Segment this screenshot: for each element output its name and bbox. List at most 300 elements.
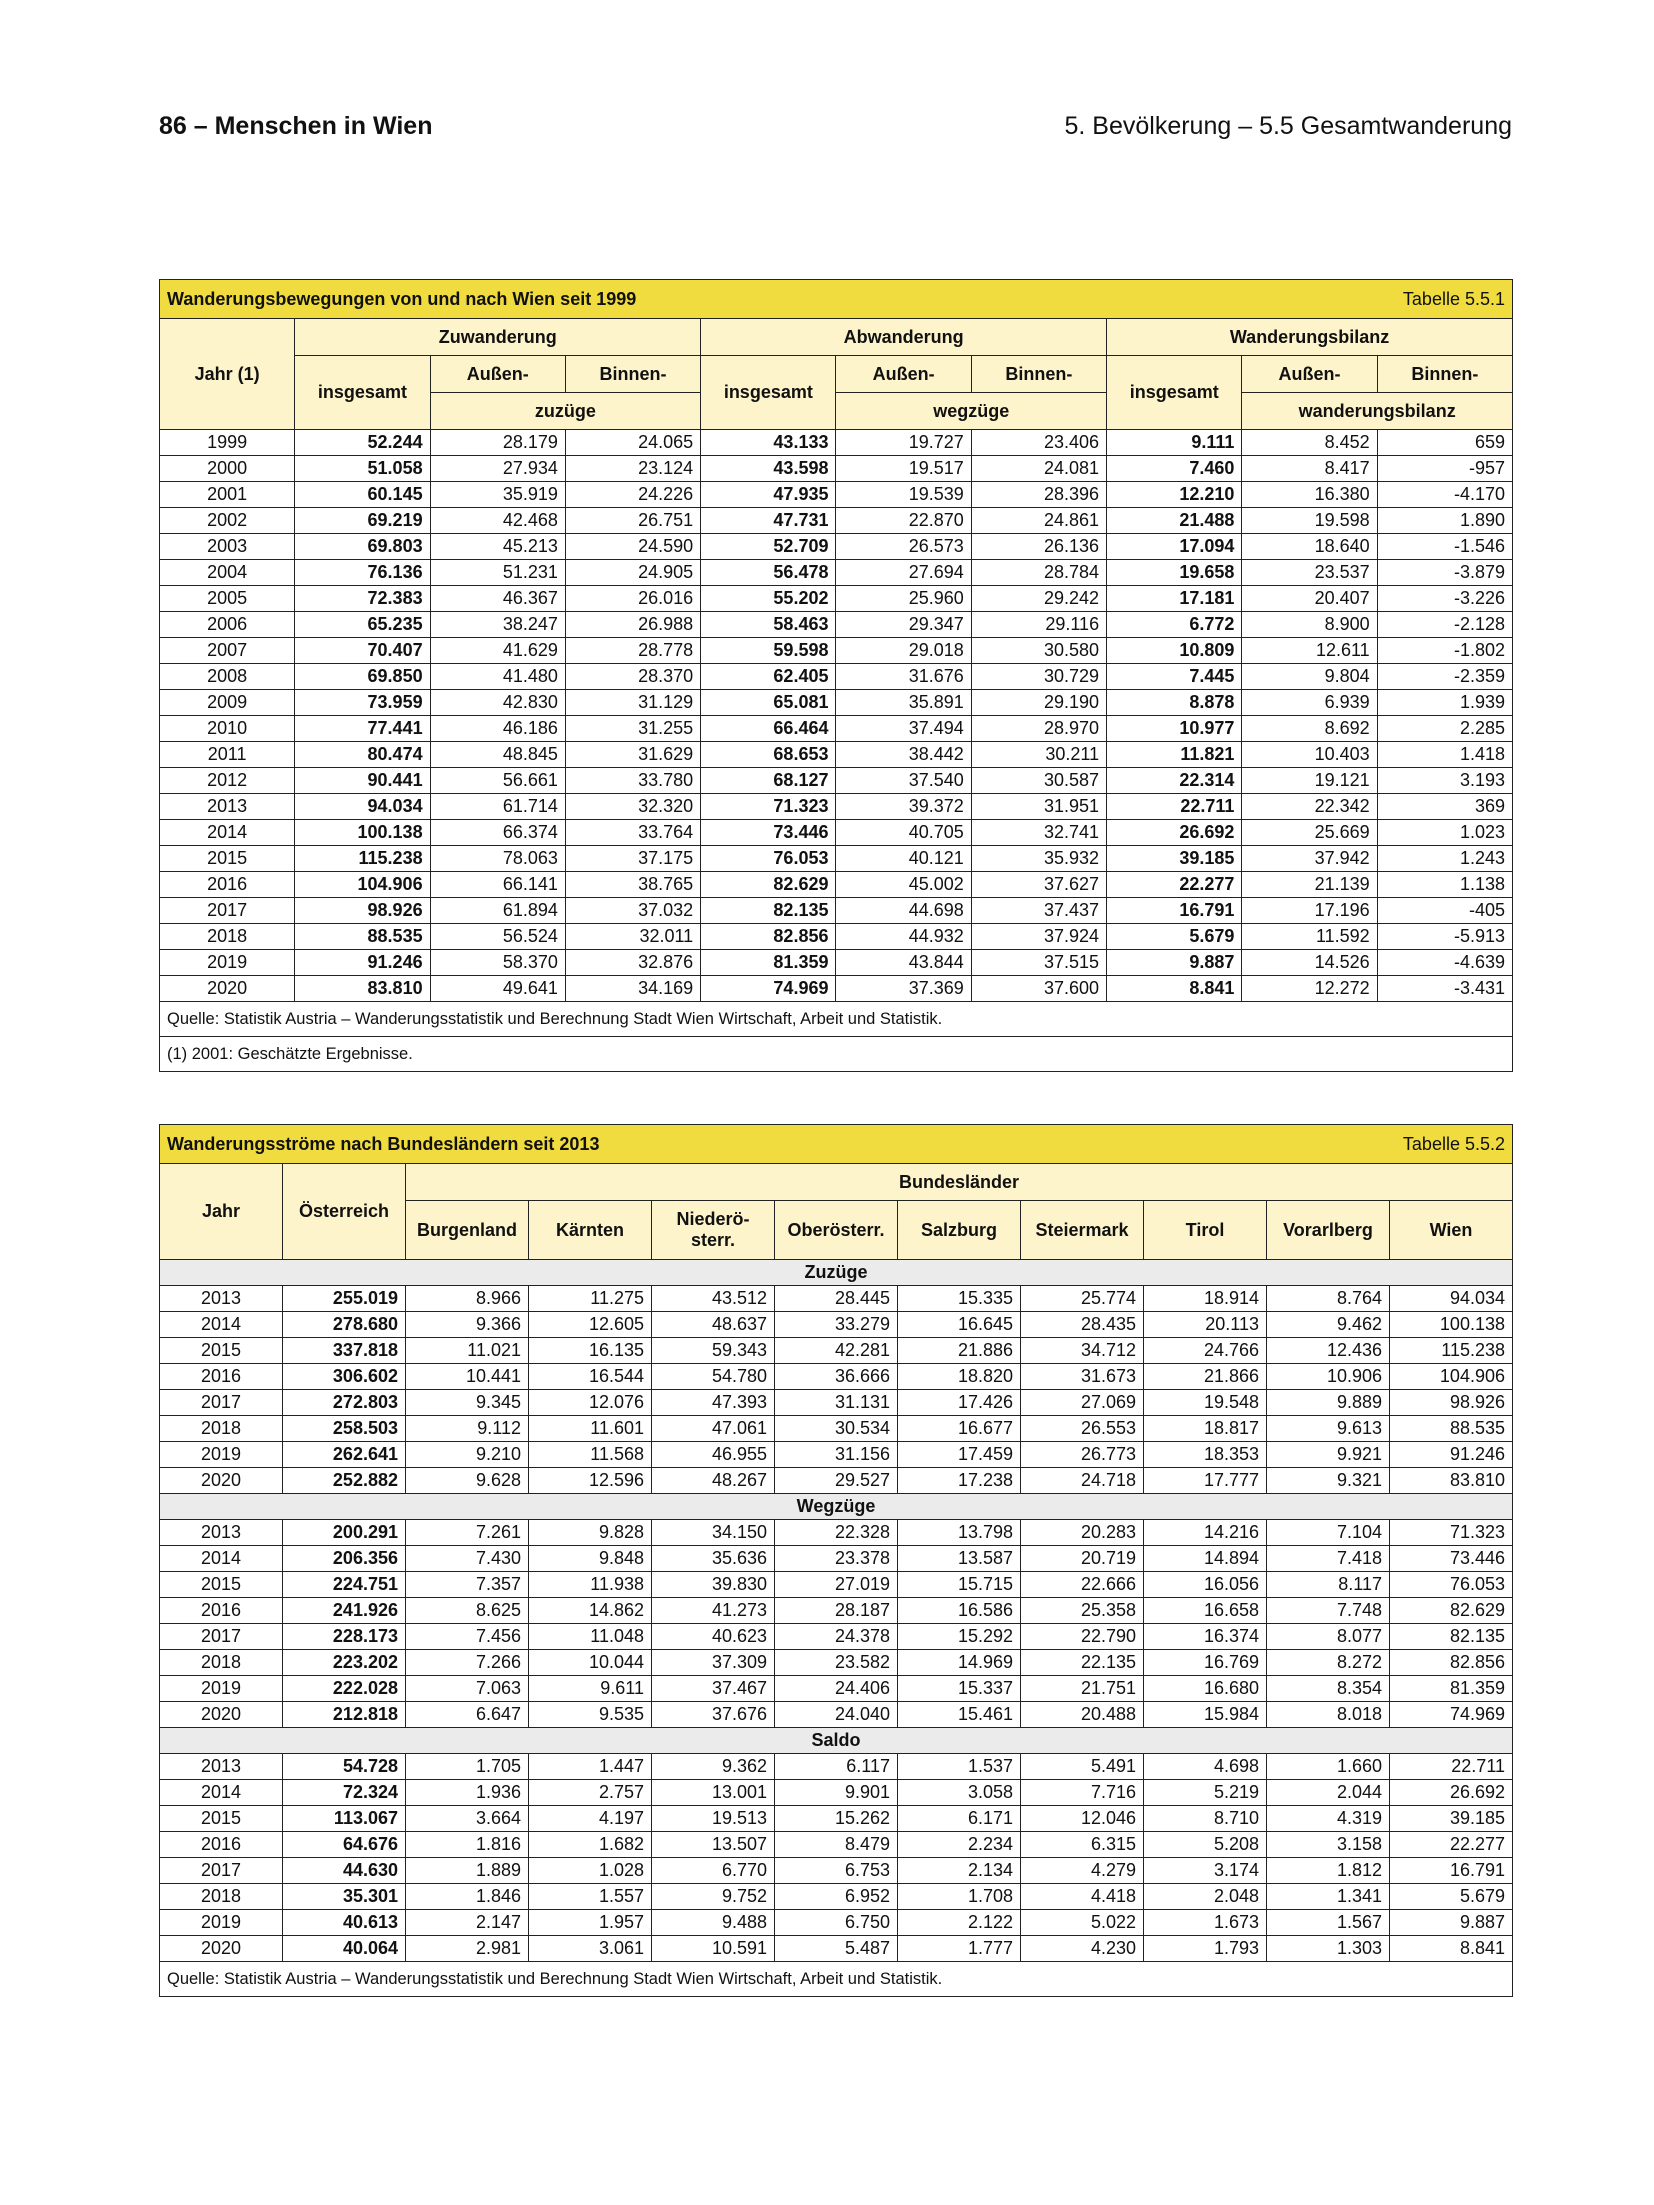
value-cell: 22.135 xyxy=(1021,1650,1144,1676)
value-cell: 659 xyxy=(1377,430,1512,456)
value-cell: 45.213 xyxy=(430,534,565,560)
value-cell: 69.219 xyxy=(295,508,430,534)
year-cell: 2014 xyxy=(160,820,295,846)
value-cell: 5.219 xyxy=(1144,1780,1267,1806)
value-cell: 28.445 xyxy=(775,1286,898,1312)
value-cell: 22.711 xyxy=(1390,1754,1513,1780)
value-cell: 9.366 xyxy=(406,1312,529,1338)
value-cell: 82.856 xyxy=(701,924,836,950)
value-cell: 39.372 xyxy=(836,794,971,820)
value-cell: 31.951 xyxy=(971,794,1106,820)
value-cell: 31.131 xyxy=(775,1390,898,1416)
value-cell: 17.196 xyxy=(1242,898,1377,924)
value-cell: 3.061 xyxy=(529,1936,652,1962)
year-cell: 2013 xyxy=(160,1520,283,1546)
table-row xyxy=(160,1936,1513,1962)
value-cell: 54.780 xyxy=(652,1364,775,1390)
value-cell: 82.856 xyxy=(1390,1650,1513,1676)
value-cell: 9.887 xyxy=(1390,1910,1513,1936)
value-cell: 1.816 xyxy=(406,1832,529,1858)
value-cell: 30.534 xyxy=(775,1416,898,1442)
table-row xyxy=(160,690,1513,716)
value-cell: 3.664 xyxy=(406,1806,529,1832)
value-cell: 337.818 xyxy=(283,1338,406,1364)
value-cell: 15.262 xyxy=(775,1806,898,1832)
value-cell: -4.170 xyxy=(1377,482,1512,508)
value-cell: 73.446 xyxy=(1390,1546,1513,1572)
value-cell: 369 xyxy=(1377,794,1512,820)
table-row xyxy=(160,1520,1513,1546)
value-cell: 76.053 xyxy=(701,846,836,872)
value-cell: 7.445 xyxy=(1107,664,1242,690)
value-cell: 9.901 xyxy=(775,1780,898,1806)
value-cell: 19.598 xyxy=(1242,508,1377,534)
value-cell: 88.535 xyxy=(1390,1416,1513,1442)
page-header-left: 86 – Menschen in Wien xyxy=(159,112,433,140)
value-cell: 15.461 xyxy=(898,1702,1021,1728)
value-cell: 29.116 xyxy=(971,612,1106,638)
header-abwanderung: Abwanderung xyxy=(701,319,1107,356)
value-cell: 31.156 xyxy=(775,1442,898,1468)
value-cell: 24.378 xyxy=(775,1624,898,1650)
value-cell: 9.362 xyxy=(652,1754,775,1780)
value-cell: 29.190 xyxy=(971,690,1106,716)
value-cell: 77.441 xyxy=(295,716,430,742)
value-cell: 47.393 xyxy=(652,1390,775,1416)
value-cell: 42.830 xyxy=(430,690,565,716)
value-cell: 40.705 xyxy=(836,820,971,846)
year-cell: 2015 xyxy=(160,1338,283,1364)
year-cell: 1999 xyxy=(160,430,295,456)
value-cell: 11.568 xyxy=(529,1442,652,1468)
value-cell: 1.939 xyxy=(1377,690,1512,716)
value-cell: 15.715 xyxy=(898,1572,1021,1598)
value-cell: 14.216 xyxy=(1144,1520,1267,1546)
table-title-bar xyxy=(160,280,1513,319)
value-cell: 26.692 xyxy=(1107,820,1242,846)
section-label: Wegzüge xyxy=(160,1494,1513,1520)
value-cell: 8.710 xyxy=(1144,1806,1267,1832)
value-cell: 19.513 xyxy=(652,1806,775,1832)
value-cell: 22.342 xyxy=(1242,794,1377,820)
value-cell: 1.243 xyxy=(1377,846,1512,872)
section-row xyxy=(160,1728,1513,1754)
value-cell: 28.179 xyxy=(430,430,565,456)
value-cell: 16.658 xyxy=(1144,1598,1267,1624)
value-cell: 29.347 xyxy=(836,612,971,638)
header-outer: Außen- xyxy=(430,356,565,393)
table-footnote: (1) 2001: Geschätzte Ergebnisse. xyxy=(160,1037,1513,1072)
value-cell: 17.181 xyxy=(1107,586,1242,612)
value-cell: 24.766 xyxy=(1144,1338,1267,1364)
value-cell: 222.028 xyxy=(283,1676,406,1702)
value-cell: 7.748 xyxy=(1267,1598,1390,1624)
value-cell: 41.480 xyxy=(430,664,565,690)
value-cell: 29.527 xyxy=(775,1468,898,1494)
value-cell: 37.309 xyxy=(652,1650,775,1676)
value-cell: 115.238 xyxy=(1390,1338,1513,1364)
value-cell: 19.658 xyxy=(1107,560,1242,586)
value-cell: 69.850 xyxy=(295,664,430,690)
value-cell: 25.669 xyxy=(1242,820,1377,846)
value-cell: 28.187 xyxy=(775,1598,898,1624)
value-cell: 26.773 xyxy=(1021,1442,1144,1468)
value-cell: 16.680 xyxy=(1144,1676,1267,1702)
value-cell: 8.117 xyxy=(1267,1572,1390,1598)
year-cell: 2013 xyxy=(160,1286,283,1312)
value-cell: 9.921 xyxy=(1267,1442,1390,1468)
table-row xyxy=(160,664,1513,690)
value-cell: 32.320 xyxy=(565,794,700,820)
value-cell: 8.966 xyxy=(406,1286,529,1312)
section-label: Zuzüge xyxy=(160,1260,1513,1286)
value-cell: 8.272 xyxy=(1267,1650,1390,1676)
value-cell: 9.887 xyxy=(1107,950,1242,976)
value-cell: 21.751 xyxy=(1021,1676,1144,1702)
section-row xyxy=(160,1494,1513,1520)
value-cell: 18.640 xyxy=(1242,534,1377,560)
table-row xyxy=(160,898,1513,924)
value-cell: 39.185 xyxy=(1107,846,1242,872)
table-title: Wanderungsbewegungen von und nach Wien seit 1999 xyxy=(167,289,637,309)
value-cell: 37.600 xyxy=(971,976,1106,1002)
value-cell: 29.018 xyxy=(836,638,971,664)
value-cell: 12.436 xyxy=(1267,1338,1390,1364)
table-wanderungsstroeme xyxy=(159,1124,1513,1997)
value-cell: 31.676 xyxy=(836,664,971,690)
value-cell: 43.844 xyxy=(836,950,971,976)
table-row xyxy=(160,1364,1513,1390)
value-cell: -4.639 xyxy=(1377,950,1512,976)
value-cell: 23.582 xyxy=(775,1650,898,1676)
value-cell: 37.437 xyxy=(971,898,1106,924)
value-cell: 12.046 xyxy=(1021,1806,1144,1832)
value-cell: 10.403 xyxy=(1242,742,1377,768)
header-total: insgesamt xyxy=(701,356,836,430)
value-cell: 6.772 xyxy=(1107,612,1242,638)
table-row xyxy=(160,976,1513,1002)
table-number: Tabelle 5.5.1 xyxy=(1402,289,1505,309)
value-cell: 8.841 xyxy=(1107,976,1242,1002)
value-cell: 37.175 xyxy=(565,846,700,872)
value-cell: 19.121 xyxy=(1242,768,1377,794)
value-cell: 19.727 xyxy=(836,430,971,456)
value-cell: 35.891 xyxy=(836,690,971,716)
value-cell: 37.515 xyxy=(971,950,1106,976)
value-cell: 11.821 xyxy=(1107,742,1242,768)
value-cell: 16.135 xyxy=(529,1338,652,1364)
value-cell: 76.136 xyxy=(295,560,430,586)
value-cell: 24.718 xyxy=(1021,1468,1144,1494)
value-cell: 1.303 xyxy=(1267,1936,1390,1962)
value-cell: 28.784 xyxy=(971,560,1106,586)
value-cell: 1.705 xyxy=(406,1754,529,1780)
year-cell: 2015 xyxy=(160,846,295,872)
value-cell: 72.324 xyxy=(283,1780,406,1806)
year-cell: 2015 xyxy=(160,1572,283,1598)
value-cell: 1.682 xyxy=(529,1832,652,1858)
value-cell: 34.712 xyxy=(1021,1338,1144,1364)
value-cell: 2.134 xyxy=(898,1858,1021,1884)
value-cell: 71.323 xyxy=(701,794,836,820)
value-cell: -3.431 xyxy=(1377,976,1512,1002)
value-cell: 55.202 xyxy=(701,586,836,612)
header-state: Steiermark xyxy=(1021,1201,1144,1260)
value-cell: 30.587 xyxy=(971,768,1106,794)
value-cell: 56.478 xyxy=(701,560,836,586)
value-cell: 51.231 xyxy=(430,560,565,586)
table-number: Tabelle 5.5.2 xyxy=(1402,1134,1505,1154)
value-cell: 241.926 xyxy=(283,1598,406,1624)
year-cell: 2020 xyxy=(160,976,295,1002)
header-inner: Binnen- xyxy=(565,356,700,393)
value-cell: 7.460 xyxy=(1107,456,1242,482)
table-row xyxy=(160,1390,1513,1416)
value-cell: 37.676 xyxy=(652,1702,775,1728)
value-cell: 1.557 xyxy=(529,1884,652,1910)
value-cell: 16.677 xyxy=(898,1416,1021,1442)
value-cell: 64.676 xyxy=(283,1832,406,1858)
value-cell: 1.341 xyxy=(1267,1884,1390,1910)
value-cell: 28.435 xyxy=(1021,1312,1144,1338)
year-cell: 2013 xyxy=(160,1754,283,1780)
value-cell: 54.728 xyxy=(283,1754,406,1780)
value-cell: 25.774 xyxy=(1021,1286,1144,1312)
year-cell: 2018 xyxy=(160,1884,283,1910)
value-cell: 39.830 xyxy=(652,1572,775,1598)
value-cell: 1.793 xyxy=(1144,1936,1267,1962)
value-cell: 81.359 xyxy=(701,950,836,976)
value-cell: 306.602 xyxy=(283,1364,406,1390)
value-cell: 3.058 xyxy=(898,1780,1021,1806)
value-cell: 262.641 xyxy=(283,1442,406,1468)
value-cell: 47.061 xyxy=(652,1416,775,1442)
year-cell: 2007 xyxy=(160,638,295,664)
value-cell: 39.185 xyxy=(1390,1806,1513,1832)
value-cell: 9.848 xyxy=(529,1546,652,1572)
section-label: Saldo xyxy=(160,1728,1513,1754)
table-row xyxy=(160,1624,1513,1650)
value-cell: 6.315 xyxy=(1021,1832,1144,1858)
value-cell: 115.238 xyxy=(295,846,430,872)
value-cell: 33.780 xyxy=(565,768,700,794)
value-cell: 16.544 xyxy=(529,1364,652,1390)
value-cell: 8.764 xyxy=(1267,1286,1390,1312)
year-cell: 2003 xyxy=(160,534,295,560)
table-row xyxy=(160,794,1513,820)
table-row xyxy=(160,1546,1513,1572)
table-row xyxy=(160,612,1513,638)
value-cell: 9.611 xyxy=(529,1676,652,1702)
value-cell: 51.058 xyxy=(295,456,430,482)
value-cell: 70.407 xyxy=(295,638,430,664)
value-cell: 20.113 xyxy=(1144,1312,1267,1338)
value-cell: 66.141 xyxy=(430,872,565,898)
value-cell: 9.321 xyxy=(1267,1468,1390,1494)
value-cell: 14.969 xyxy=(898,1650,1021,1676)
value-cell: 6.117 xyxy=(775,1754,898,1780)
value-cell: 69.803 xyxy=(295,534,430,560)
value-cell: 26.553 xyxy=(1021,1416,1144,1442)
value-cell: 81.359 xyxy=(1390,1676,1513,1702)
value-cell: 16.380 xyxy=(1242,482,1377,508)
value-cell: 23.124 xyxy=(565,456,700,482)
header-bundeslaender: Bundesländer xyxy=(406,1164,1513,1201)
header-state: Burgenland xyxy=(406,1201,529,1260)
year-cell: 2006 xyxy=(160,612,295,638)
value-cell: 9.111 xyxy=(1107,430,1242,456)
value-cell: 40.613 xyxy=(283,1910,406,1936)
table-row xyxy=(160,1780,1513,1806)
value-cell: 19.517 xyxy=(836,456,971,482)
value-cell: 24.081 xyxy=(971,456,1106,482)
value-cell: 65.081 xyxy=(701,690,836,716)
header-state: Tirol xyxy=(1144,1201,1267,1260)
year-cell: 2008 xyxy=(160,664,295,690)
value-cell: 104.906 xyxy=(1390,1364,1513,1390)
value-cell: 94.034 xyxy=(295,794,430,820)
value-cell: 4.279 xyxy=(1021,1858,1144,1884)
value-cell: 26.016 xyxy=(565,586,700,612)
value-cell: 29.242 xyxy=(971,586,1106,612)
value-cell: 31.629 xyxy=(565,742,700,768)
year-cell: 2012 xyxy=(160,768,295,794)
value-cell: 8.417 xyxy=(1242,456,1377,482)
value-cell: 11.048 xyxy=(529,1624,652,1650)
value-cell: 31.255 xyxy=(565,716,700,742)
table-row xyxy=(160,950,1513,976)
value-cell: 9.535 xyxy=(529,1702,652,1728)
value-cell: 22.790 xyxy=(1021,1624,1144,1650)
value-cell: 28.370 xyxy=(565,664,700,690)
value-cell: 17.777 xyxy=(1144,1468,1267,1494)
value-cell: 43.512 xyxy=(652,1286,775,1312)
value-cell: 24.861 xyxy=(971,508,1106,534)
year-cell: 2016 xyxy=(160,1364,283,1390)
value-cell: 1.708 xyxy=(898,1884,1021,1910)
value-cell: 24.040 xyxy=(775,1702,898,1728)
value-cell: -2.128 xyxy=(1377,612,1512,638)
value-cell: 8.077 xyxy=(1267,1624,1390,1650)
value-cell: 37.032 xyxy=(565,898,700,924)
year-cell: 2019 xyxy=(160,1442,283,1468)
value-cell: 27.069 xyxy=(1021,1390,1144,1416)
value-cell: 23.406 xyxy=(971,430,1106,456)
value-cell: 16.791 xyxy=(1107,898,1242,924)
year-cell: 2017 xyxy=(160,1624,283,1650)
value-cell: 41.629 xyxy=(430,638,565,664)
value-cell: 43.133 xyxy=(701,430,836,456)
value-cell: 58.370 xyxy=(430,950,565,976)
value-cell: 100.138 xyxy=(1390,1312,1513,1338)
value-cell: 4.197 xyxy=(529,1806,652,1832)
year-cell: 2014 xyxy=(160,1312,283,1338)
value-cell: 2.757 xyxy=(529,1780,652,1806)
value-cell: 252.882 xyxy=(283,1468,406,1494)
value-cell: 1.418 xyxy=(1377,742,1512,768)
year-cell: 2017 xyxy=(160,1858,283,1884)
value-cell: 3.174 xyxy=(1144,1858,1267,1884)
value-cell: 22.870 xyxy=(836,508,971,534)
table-row xyxy=(160,1832,1513,1858)
value-cell: 9.804 xyxy=(1242,664,1377,690)
table-row xyxy=(160,820,1513,846)
value-cell: 25.358 xyxy=(1021,1598,1144,1624)
value-cell: 26.751 xyxy=(565,508,700,534)
value-cell: 23.378 xyxy=(775,1546,898,1572)
value-cell: 1.023 xyxy=(1377,820,1512,846)
value-cell: 278.680 xyxy=(283,1312,406,1338)
value-cell: 34.150 xyxy=(652,1520,775,1546)
value-cell: 4.230 xyxy=(1021,1936,1144,1962)
table-row xyxy=(160,430,1513,456)
value-cell: 44.630 xyxy=(283,1858,406,1884)
value-cell: 5.022 xyxy=(1021,1910,1144,1936)
value-cell: 2.234 xyxy=(898,1832,1021,1858)
value-cell: -3.879 xyxy=(1377,560,1512,586)
value-cell: 1.846 xyxy=(406,1884,529,1910)
value-cell: 46.186 xyxy=(430,716,565,742)
value-cell: 94.034 xyxy=(1390,1286,1513,1312)
value-cell: 15.984 xyxy=(1144,1702,1267,1728)
value-cell: 48.637 xyxy=(652,1312,775,1338)
value-cell: -2.359 xyxy=(1377,664,1512,690)
value-cell: 6.770 xyxy=(652,1858,775,1884)
table-row xyxy=(160,1598,1513,1624)
value-cell: 35.301 xyxy=(283,1884,406,1910)
section-row xyxy=(160,1260,1513,1286)
value-cell: -1.802 xyxy=(1377,638,1512,664)
value-cell: 38.247 xyxy=(430,612,565,638)
table-row xyxy=(160,1286,1513,1312)
value-cell: 42.281 xyxy=(775,1338,898,1364)
value-cell: 40.623 xyxy=(652,1624,775,1650)
value-cell: 11.275 xyxy=(529,1286,652,1312)
value-cell: 46.955 xyxy=(652,1442,775,1468)
value-cell: 65.235 xyxy=(295,612,430,638)
table-row xyxy=(160,1676,1513,1702)
value-cell: 37.540 xyxy=(836,768,971,794)
table-row xyxy=(160,1754,1513,1780)
table-row xyxy=(160,1416,1513,1442)
header-state: Oberösterr. xyxy=(775,1201,898,1260)
table-row xyxy=(160,1702,1513,1728)
value-cell: 27.694 xyxy=(836,560,971,586)
value-cell: 74.969 xyxy=(701,976,836,1002)
value-cell: 32.876 xyxy=(565,950,700,976)
header-state: Salzburg xyxy=(898,1201,1021,1260)
value-cell: 8.692 xyxy=(1242,716,1377,742)
value-cell: 3.193 xyxy=(1377,768,1512,794)
value-cell: 8.018 xyxy=(1267,1702,1390,1728)
value-cell: 52.244 xyxy=(295,430,430,456)
value-cell: 11.021 xyxy=(406,1338,529,1364)
value-cell: 21.139 xyxy=(1242,872,1377,898)
value-cell: 24.406 xyxy=(775,1676,898,1702)
value-cell: 18.820 xyxy=(898,1364,1021,1390)
value-cell: -3.226 xyxy=(1377,586,1512,612)
value-cell: 9.210 xyxy=(406,1442,529,1468)
table-wanderungsbewegungen xyxy=(159,279,1513,1072)
table-row xyxy=(160,742,1513,768)
year-cell: 2011 xyxy=(160,742,295,768)
value-cell: 68.653 xyxy=(701,742,836,768)
value-cell: 18.353 xyxy=(1144,1442,1267,1468)
table-source: Quelle: Statistik Austria – Wanderungsstatistik und Berechnung Stadt Wien Wirtschaft, Arbeit und Statistik. xyxy=(160,1002,1513,1037)
table-row xyxy=(160,768,1513,794)
value-cell: 9.628 xyxy=(406,1468,529,1494)
value-cell: 18.914 xyxy=(1144,1286,1267,1312)
